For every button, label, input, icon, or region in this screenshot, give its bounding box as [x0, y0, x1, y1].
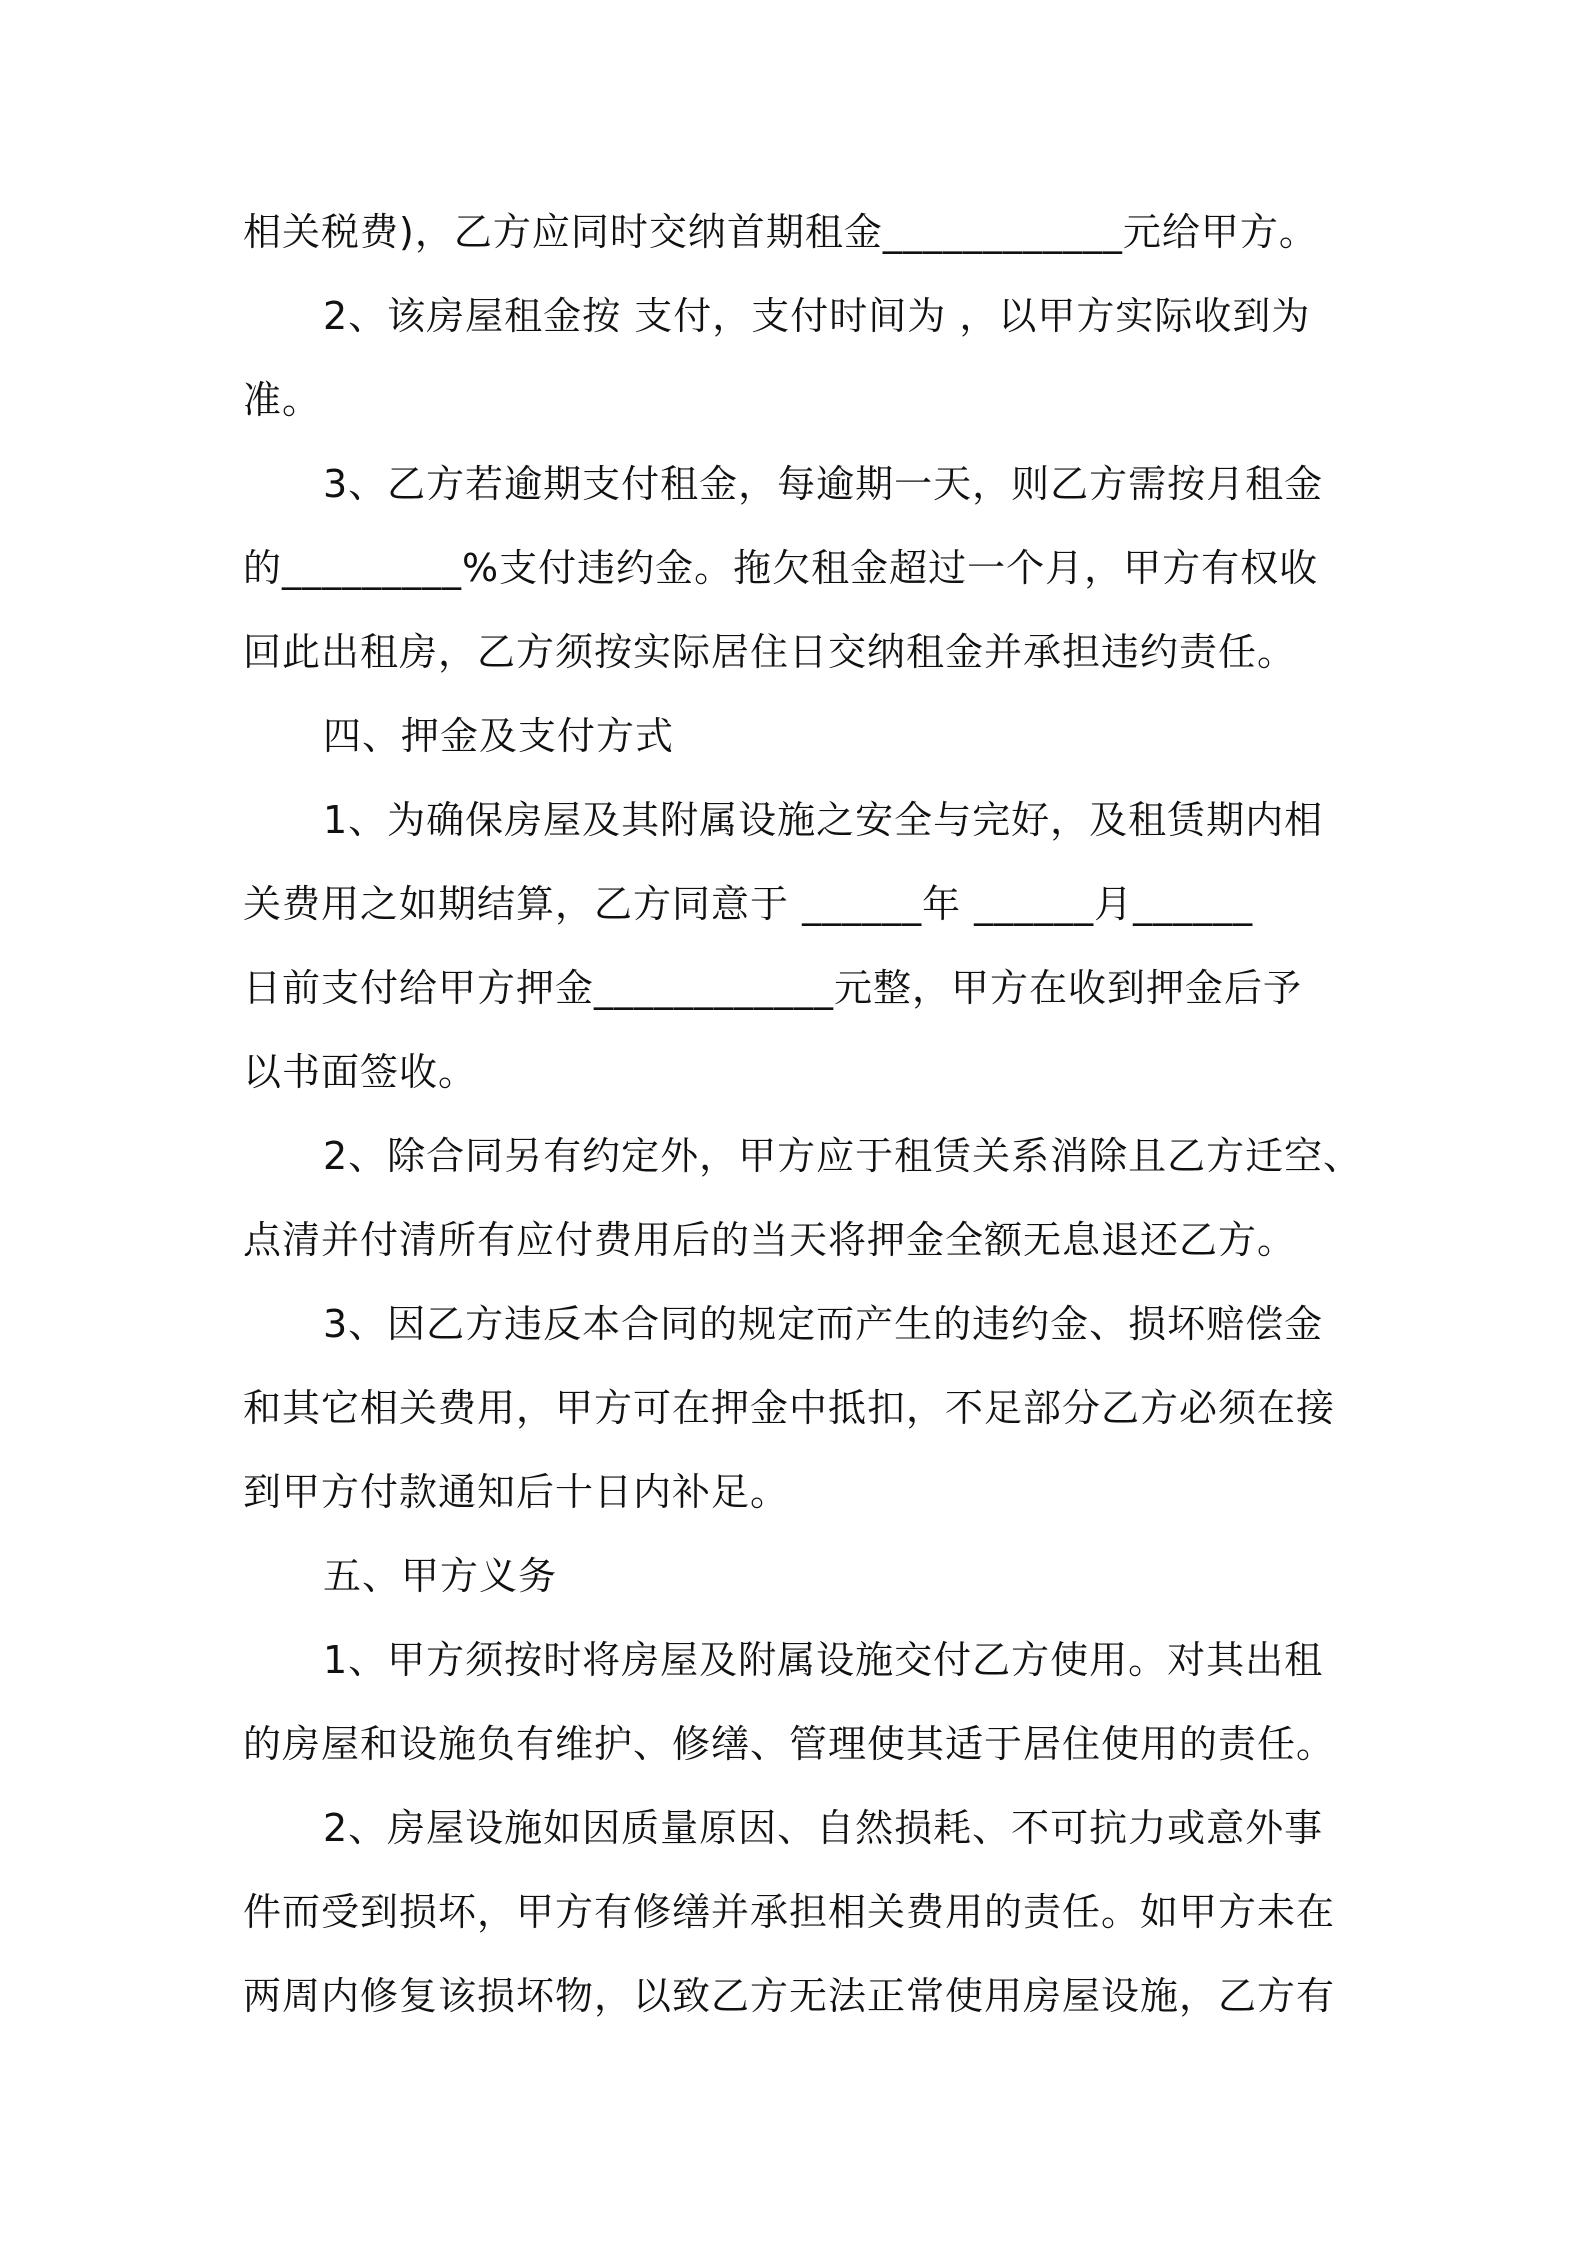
text-line: 1、甲方须按时将房屋及附属设施交付乙方使用。对其出租 [323, 1638, 1324, 1682]
text-line: 1、为确保房屋及其附属设施之安全与完好，及租赁期内相 [323, 798, 1324, 842]
text-line: 3、乙方若逾期支付租金，每逾期一天，则乙方需按月租金 [323, 462, 1324, 506]
text-line: 关费用之如期结算，乙方同意于 ______年 ______月______ [243, 882, 1254, 926]
text-line: 日前支付给甲方押金____________元整，甲方在收到押金后予 [243, 966, 1303, 1010]
text-line: 3、因乙方违反本合同的规定而产生的违约金、损坏赔偿金 [323, 1302, 1324, 1346]
text-line: 到甲方付款通知后十日内补足。 [243, 1470, 790, 1514]
text-line: 2、除合同另有约定外，甲方应于租赁关系消除且乙方迁空、 [323, 1134, 1363, 1178]
text-line: 的_________%支付违约金。拖欠租金超过一个月，甲方有权收 [243, 546, 1319, 590]
section-heading: 四、押金及支付方式 [323, 714, 675, 758]
text-line: 的房屋和设施负有维护、修缮、管理使其适于居住使用的责任。 [243, 1722, 1336, 1766]
text-line: 点清并付清所有应付费用后的当天将押金全额无息退还乙方。 [243, 1218, 1297, 1262]
contract-text [243, 190, 1363, 2038]
text-line: 和其它相关费用，甲方可在押金中抵扣，不足部分乙方必须在接 [243, 1386, 1336, 1430]
section-heading: 五、甲方义务 [323, 1554, 558, 1598]
text-line: 相关税费)，乙方应同时交纳首期租金____________元给甲方。 [243, 210, 1318, 254]
text-line: 2、房屋设施如因质量原因、自然损耗、不可抗力或意外事 [323, 1806, 1324, 1850]
text-line: 2、该房屋租金按 支付，支付时间为 ，以甲方实际收到为 [323, 294, 1311, 338]
text-line: 准。 [243, 378, 322, 422]
text-line: 件而受到损坏，甲方有修缮并承担相关费用的责任。如甲方未在 [243, 1890, 1336, 1934]
text-line: 回此出租房，乙方须按实际居住日交纳租金并承担违约责任。 [243, 630, 1297, 674]
text-line: 两周内修复该损坏物，以致乙方无法正常使用房屋设施，乙方有 [243, 1974, 1336, 2018]
text-line: 以书面签收。 [243, 1050, 478, 1094]
